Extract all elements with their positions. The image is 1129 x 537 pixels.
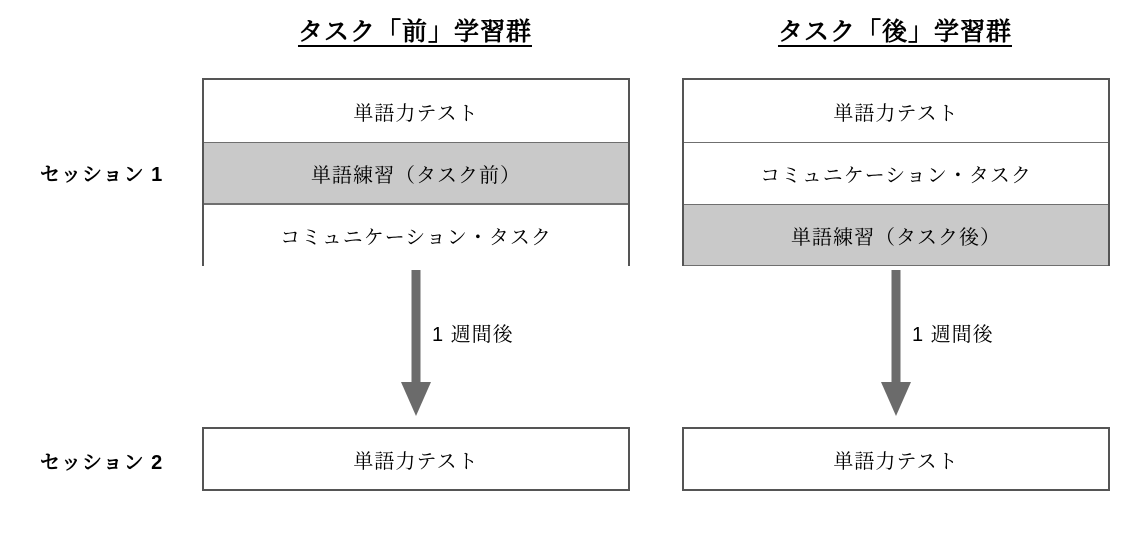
step-cell: 単語練習（タスク前）	[204, 142, 628, 204]
session2-box-pre-task-group: 単語力テスト	[202, 427, 630, 491]
step-cell: 単語練習（タスク後）	[684, 204, 1108, 266]
session1-stack-pre-task-group	[202, 78, 630, 266]
column-header-pre-task-group: タスク「前」学習群	[297, 18, 532, 46]
down-arrow-icon	[396, 270, 436, 420]
column-header-post-task-group: タスク「後」学習群	[777, 18, 1012, 46]
down-arrow-icon	[876, 270, 916, 420]
step-cell: 単語力テスト	[204, 80, 628, 142]
step-cell: 単語力テスト	[684, 80, 1108, 142]
step-cell: コミュニケーション・タスク	[204, 204, 628, 266]
step-cell: コミュニケーション・タスク	[684, 142, 1108, 204]
arrow-label-interval-pre: 1 週間後	[432, 324, 514, 346]
session2-box-post-task-group: 単語力テスト	[682, 427, 1110, 491]
row-label-session-2: セッション 2	[40, 452, 164, 474]
session1-stack-post-task-group	[682, 78, 1110, 266]
arrow-label-interval-post: 1 週間後	[912, 324, 994, 346]
row-label-session-1: セッション 1	[40, 164, 164, 186]
